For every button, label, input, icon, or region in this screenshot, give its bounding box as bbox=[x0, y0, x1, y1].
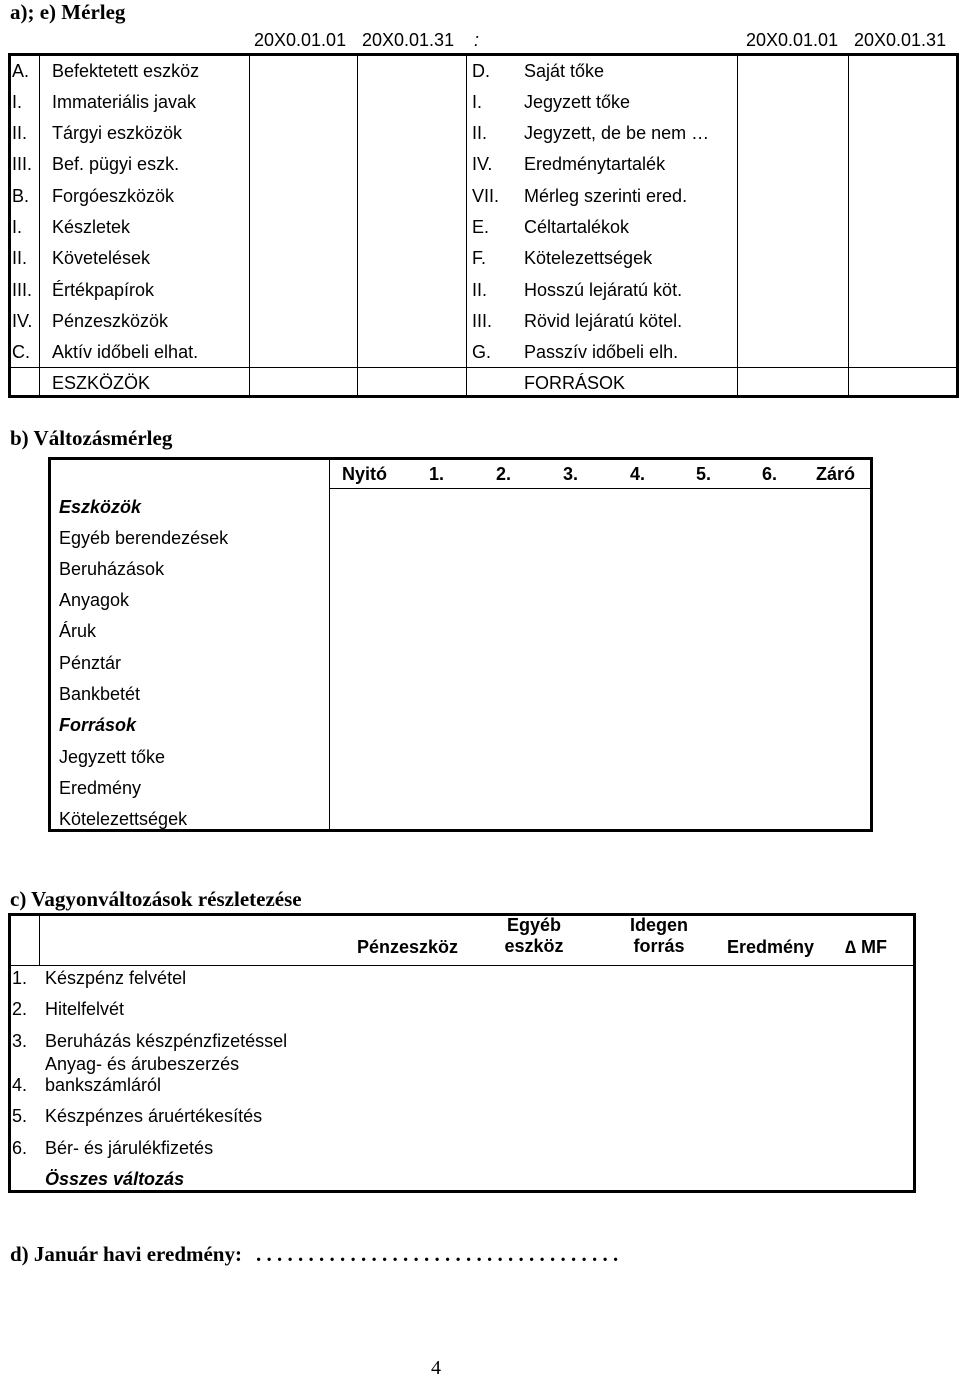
col-header-opening: Nyitó bbox=[342, 464, 387, 484]
left-row-code: II. bbox=[12, 123, 28, 143]
section-c-title: c) Vagyonváltozások részletezése bbox=[10, 887, 302, 911]
date-right-open: 20X0.01.01 bbox=[746, 30, 839, 50]
right-row-label: Jegyzett, de be nem … bbox=[524, 123, 710, 143]
row-label: Anyag- és árubeszerzés bankszámláról bbox=[45, 1054, 240, 1095]
right-row-label: Rövid lejáratú kötel. bbox=[524, 311, 683, 331]
colon-separator: : bbox=[474, 30, 480, 50]
right-row-code: III. bbox=[472, 311, 493, 331]
row-label: Jegyzett tőke bbox=[59, 747, 166, 767]
right-row-code: F. bbox=[472, 248, 487, 268]
right-row-label: Eredménytartalék bbox=[524, 154, 666, 174]
right-row-code: G. bbox=[472, 342, 492, 362]
row-label: Bankbetét bbox=[59, 684, 141, 704]
col-header-delta-mf: ∆ MF bbox=[845, 937, 888, 957]
left-row-label: Tárgyi eszközök bbox=[52, 123, 183, 143]
left-row-label: Bef. pügyi eszk. bbox=[52, 154, 180, 174]
row-label: Egyéb berendezések bbox=[59, 528, 229, 548]
right-row-code: E. bbox=[472, 217, 490, 237]
total-assets-label: ESZKÖZÖK bbox=[52, 373, 151, 393]
col-header-other-asset: Egyéb eszköz bbox=[504, 915, 564, 956]
right-row-label: Passzív időbeli elh. bbox=[524, 342, 679, 362]
date-left-close: 20X0.01.31 bbox=[362, 30, 455, 50]
right-row-code: VII. bbox=[472, 186, 500, 206]
row-label: Beruházások bbox=[59, 559, 165, 579]
right-row-code: IV. bbox=[472, 154, 493, 174]
row-label-sources: Források bbox=[59, 715, 137, 735]
left-row-label: Forgóeszközök bbox=[52, 186, 175, 206]
col-header-2: 2. bbox=[496, 464, 512, 484]
section-d-title: d) Január havi eredmény: bbox=[10, 1242, 242, 1266]
right-row-label: Saját tőke bbox=[524, 61, 605, 81]
row-label: Hitelfelvét bbox=[45, 999, 125, 1019]
row-label: Beruházás készpénzfizetéssel bbox=[45, 1031, 288, 1051]
left-row-label: Immateriális javak bbox=[52, 92, 197, 112]
left-row-label: Értékpapírok bbox=[52, 280, 155, 300]
row-label-assets: Eszközök bbox=[59, 497, 142, 517]
left-row-label: Befektetett eszköz bbox=[52, 61, 200, 81]
row-number: 2. bbox=[12, 999, 28, 1019]
right-row-code: I. bbox=[472, 92, 483, 112]
left-row-label: Készletek bbox=[52, 217, 131, 237]
left-row-code: C. bbox=[12, 342, 30, 362]
row-number: 1. bbox=[12, 968, 28, 988]
row-label: Kötelezettségek bbox=[59, 809, 188, 829]
row-number: 6. bbox=[12, 1138, 28, 1158]
row-number: 3. bbox=[12, 1031, 28, 1051]
total-sources-label: FORRÁSOK bbox=[524, 373, 626, 393]
date-right-close: 20X0.01.31 bbox=[854, 30, 947, 50]
left-row-code: III. bbox=[12, 280, 33, 300]
page-number: 4 bbox=[431, 1357, 441, 1379]
section-a-title: a); e) Mérleg bbox=[10, 0, 126, 24]
section-d-answer-dots: . . . . . . . . . . . . . . . . . . . . . . . . . . . . . . . . . . . bbox=[256, 1242, 619, 1266]
right-row-code: II. bbox=[472, 123, 488, 143]
left-row-code: II. bbox=[12, 248, 28, 268]
col-header-cash: Pénzeszköz bbox=[357, 937, 459, 957]
left-row-code: B. bbox=[12, 186, 30, 206]
right-row-code: II. bbox=[472, 280, 488, 300]
left-row-code: III. bbox=[12, 154, 33, 174]
section-b-title: b) Változásmérleg bbox=[10, 426, 173, 450]
col-header-5: 5. bbox=[696, 464, 712, 484]
left-row-label: Követelések bbox=[52, 248, 151, 268]
col-header-1: 1. bbox=[429, 464, 445, 484]
row-label: Eredmény bbox=[59, 778, 142, 798]
col-header-3: 3. bbox=[563, 464, 579, 484]
row-number: 4. bbox=[12, 1075, 28, 1095]
row-label: Anyagok bbox=[59, 590, 130, 610]
right-row-label: Hosszú lejáratú köt. bbox=[524, 280, 683, 300]
left-row-code: I. bbox=[12, 92, 23, 112]
col-header-result: Eredmény bbox=[727, 937, 815, 957]
col-header-6: 6. bbox=[762, 464, 778, 484]
left-row-code: IV. bbox=[12, 311, 33, 331]
row-number: 5. bbox=[12, 1106, 28, 1126]
left-row-label: Aktív időbeli elhat. bbox=[52, 342, 199, 362]
row-label: Készpénzes áruértékesítés bbox=[45, 1106, 263, 1126]
row-label: Pénztár bbox=[59, 653, 122, 673]
date-left-open: 20X0.01.01 bbox=[254, 30, 347, 50]
right-row-label: Jegyzett tőke bbox=[524, 92, 631, 112]
right-row-label: Kötelezettségek bbox=[524, 248, 653, 268]
row-label: Készpénz felvétel bbox=[45, 968, 187, 988]
row-label: Bér- és járulékfizetés bbox=[45, 1138, 214, 1158]
right-row-label: Céltartalékok bbox=[524, 217, 630, 237]
col-header-closing: Záró bbox=[816, 464, 856, 484]
right-row-label: Mérleg szerinti ered. bbox=[524, 186, 688, 206]
left-row-code: I. bbox=[12, 217, 23, 237]
row-label-total-change: Összes változás bbox=[45, 1169, 185, 1189]
col-header-liabilities: Idegen forrás bbox=[629, 915, 688, 956]
row-label: Áruk bbox=[59, 621, 97, 641]
left-row-code: A. bbox=[12, 61, 30, 81]
col-header-4: 4. bbox=[630, 464, 646, 484]
right-row-code: D. bbox=[472, 61, 490, 81]
left-row-label: Pénzeszközök bbox=[52, 311, 169, 331]
